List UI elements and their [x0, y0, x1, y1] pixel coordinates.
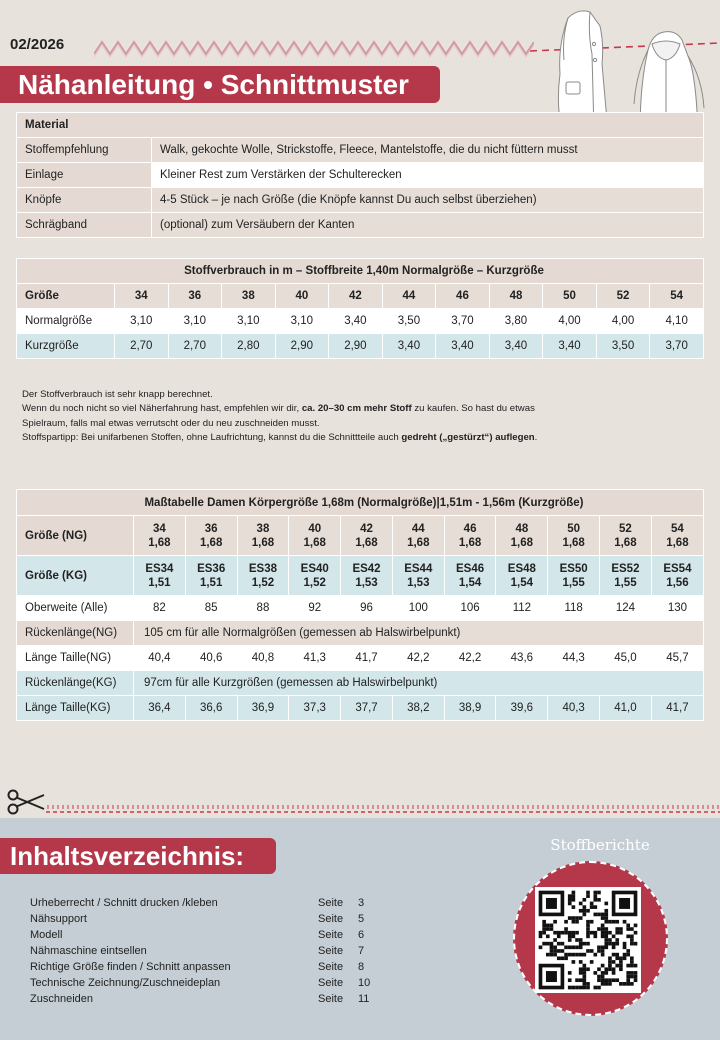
table-row [17, 556, 704, 596]
value-cell: 45,0 [600, 646, 652, 671]
toc-page-number: 10 [358, 977, 371, 989]
material-heading: Material [17, 113, 704, 138]
value-cell: 40,6 [185, 646, 237, 671]
value-cell: 124 [600, 596, 652, 621]
size-cell: ES46 1,54 [444, 556, 496, 596]
value-cell: 40,3 [548, 696, 600, 721]
size-cell: 54 [650, 284, 704, 309]
toc-item[interactable] [30, 927, 380, 943]
size-cell: 42 1,68 [341, 516, 393, 556]
toc-item[interactable] [30, 895, 380, 911]
value-cell: 4,00 [596, 309, 650, 334]
material-value: Kleiner Rest zum Verstärken der Schulterecken [152, 163, 704, 188]
toc-item[interactable] [30, 975, 380, 991]
table-of-contents [30, 895, 380, 1007]
value-cell: 3,40 [382, 334, 436, 359]
material-label: Knöpfe [17, 188, 152, 213]
value-cell: 2,90 [329, 334, 383, 359]
size-cell: 52 [596, 284, 650, 309]
toc-item-title: Zuschneiden [30, 993, 93, 1005]
size-cell: 34 1,68 [134, 516, 186, 556]
toc-item[interactable] [30, 959, 380, 975]
size-cell: 54 1,68 [651, 516, 703, 556]
toc-page-number: 5 [358, 913, 365, 925]
value-cell: 40,4 [134, 646, 186, 671]
toc-item-title: Urheberrecht / Schnitt drucken /kleben [30, 897, 218, 909]
table-row [17, 213, 704, 238]
value-cell: 42,2 [392, 646, 444, 671]
value-cell: 82 [134, 596, 186, 621]
value-cell: 41,0 [600, 696, 652, 721]
page-title: Nähanleitung • Schnittmuster [18, 69, 409, 100]
value-cell: 112 [496, 596, 548, 621]
value-cell: 4,00 [543, 309, 597, 334]
toc-page-number: 3 [358, 897, 365, 909]
value-cell: 36,6 [185, 696, 237, 721]
toc-page-word: Seite [318, 913, 344, 925]
size-cell: ES48 1,54 [496, 556, 548, 596]
table-row [17, 188, 704, 213]
value-cell: 85 [185, 596, 237, 621]
size-cell: 40 1,68 [289, 516, 341, 556]
row-label: Länge Taille(NG) [17, 646, 134, 671]
toc-page-number: 11 [358, 993, 370, 1005]
value-cell: 3,40 [543, 334, 597, 359]
size-cell: 40 [275, 284, 329, 309]
size-cell: ES42 1,53 [341, 556, 393, 596]
material-label: Stoffempfehlung [17, 138, 152, 163]
size-cell: 42 [329, 284, 383, 309]
value-cell: 130 [651, 596, 703, 621]
material-table [16, 112, 704, 238]
row-label: Größe (KG) [17, 556, 134, 596]
stitch-line-decoration [46, 800, 720, 814]
size-cell: ES36 1,51 [185, 556, 237, 596]
size-cell: 52 1,68 [600, 516, 652, 556]
value-cell: 37,7 [341, 696, 393, 721]
size-cell: ES44 1,53 [392, 556, 444, 596]
scissors-icon [6, 788, 46, 816]
value-cell: 4,10 [650, 309, 704, 334]
toc-page-word: Seite [318, 945, 344, 957]
value-cell: 41,7 [651, 696, 703, 721]
value-cell: 3,70 [650, 334, 704, 359]
size-cell: ES38 1,52 [237, 556, 289, 596]
row-label: Normalgröße [17, 309, 115, 334]
row-label: Länge Taille(KG) [17, 696, 134, 721]
toc-page-word: Seite [318, 977, 344, 989]
note-line: Wenn du noch nicht so viel Näherfahrung hast, empfehlen wir dir, ca. 20–30 cm mehr Stoff zu kaufen. So hast du etwas [22, 403, 535, 415]
size-cell: 36 [168, 284, 222, 309]
issue-date: 02/2026 [10, 36, 65, 53]
value-cell: 41,7 [341, 646, 393, 671]
table-row [17, 596, 704, 621]
size-cell: 44 1,68 [392, 516, 444, 556]
row-label: Kurzgröße [17, 334, 115, 359]
value-cell: 3,10 [168, 309, 222, 334]
value-cell: 118 [548, 596, 600, 621]
value-cell: 2,80 [222, 334, 276, 359]
value-cell: 41,3 [289, 646, 341, 671]
size-cell: ES52 1,55 [600, 556, 652, 596]
table-row [17, 334, 704, 359]
material-label: Einlage [17, 163, 152, 188]
size-cell: 48 [489, 284, 543, 309]
size-cell: 38 [222, 284, 276, 309]
size-cell: ES34 1,51 [134, 556, 186, 596]
table-row [17, 696, 704, 721]
value-cell: 3,10 [115, 309, 169, 334]
table-row [17, 516, 704, 556]
toc-item-title: Modell [30, 929, 63, 941]
value-cell: 39,6 [496, 696, 548, 721]
note-line: Spielraum, falls mal etwas verrutscht oder du neu zuschneiden musst. [22, 417, 320, 429]
value-cell: 106 [444, 596, 496, 621]
toc-title: Inhaltsverzeichnis: [10, 841, 245, 871]
row-label: Rückenlänge(KG) [17, 671, 134, 696]
size-cell: 50 [543, 284, 597, 309]
row-label: Oberweite (Alle) [17, 596, 134, 621]
measure-heading: Maßtabelle Damen Körpergröße 1,68m (Normalgröße)|1,51m - 1,56m (Kurzgröße) [17, 490, 704, 516]
value-cell: 3,80 [489, 309, 543, 334]
value-cell: 3,10 [275, 309, 329, 334]
row-label: Rückenlänge(NG) [17, 621, 134, 646]
measurement-table [16, 489, 704, 721]
value-cell: 40,8 [237, 646, 289, 671]
value-cell: 2,90 [275, 334, 329, 359]
note-line: Der Stoffverbrauch ist sehr knapp berechnet. [22, 389, 213, 400]
value-cell: 45,7 [651, 646, 703, 671]
toc-page-number: 6 [358, 929, 365, 941]
value-cell: 3,10 [222, 309, 276, 334]
value-cell: 3,50 [596, 334, 650, 359]
value-cell: 44,3 [548, 646, 600, 671]
size-cell: 46 1,68 [444, 516, 496, 556]
note-line: Stoffspartipp: Bei unifarbenen Stoffen, ohne Laufrichtung, kannst du die Schnittteile auch gedreht („gestürzt“) auflegen. [22, 432, 538, 444]
zigzag-stitch-decoration [94, 38, 534, 58]
size-cell: 46 [436, 284, 490, 309]
table-row [17, 163, 704, 188]
toc-item-title: Technische Zeichnung/Zuschneideplan [30, 977, 221, 989]
fabric-consumption-table [16, 258, 704, 359]
toc-page-word: Seite [318, 961, 344, 973]
value-cell: 42,2 [444, 646, 496, 671]
value-cell: 100 [392, 596, 444, 621]
back-length-ng: 105 cm für alle Normalgrößen (gemessen ab Halswirbelpunkt) [134, 621, 704, 646]
size-cell: 34 [115, 284, 169, 309]
value-cell: 43,6 [496, 646, 548, 671]
value-cell: 88 [237, 596, 289, 621]
value-cell: 3,40 [329, 309, 383, 334]
table-row [17, 309, 704, 334]
value-cell: 2,70 [168, 334, 222, 359]
size-cell: 44 [382, 284, 436, 309]
title-banner [0, 66, 440, 103]
value-cell: 2,70 [115, 334, 169, 359]
toc-page-word: Seite [318, 929, 344, 941]
material-value: 4-5 Stück – je nach Größe (die Knöpfe kannst Du auch selbst überziehen) [152, 188, 704, 213]
value-cell: 38,9 [444, 696, 496, 721]
size-cell: ES54 1,56 [651, 556, 703, 596]
toc-item[interactable] [30, 911, 380, 927]
size-label: Größe [17, 284, 115, 309]
table-row [17, 646, 704, 671]
table-row [17, 284, 704, 309]
fabric-note [22, 388, 662, 446]
material-label: Schrägband [17, 213, 152, 238]
toc-page-word: Seite [318, 897, 344, 909]
size-cell: ES40 1,52 [289, 556, 341, 596]
material-value: Walk, gekochte Wolle, Strickstoffe, Fleece, Mantelstoffe, die du nicht füttern musst [152, 138, 704, 163]
size-cell: 36 1,68 [185, 516, 237, 556]
value-cell: 3,50 [382, 309, 436, 334]
toc-page-number: 8 [358, 961, 365, 973]
toc-item[interactable] [30, 943, 380, 959]
value-cell: 3,70 [436, 309, 490, 334]
size-cell: 48 1,68 [496, 516, 548, 556]
value-cell: 3,40 [436, 334, 490, 359]
toc-item-title: Richtige Größe finden / Schnitt anpassen [30, 961, 231, 973]
value-cell: 92 [289, 596, 341, 621]
value-cell: 3,40 [489, 334, 543, 359]
toc-item-title: Nähmaschine eintsellen [30, 945, 147, 957]
value-cell: 37,3 [289, 696, 341, 721]
toc-page-word: Seite [318, 993, 344, 1005]
row-label: Größe (NG) [17, 516, 134, 556]
qr-title: Stoffberichte [550, 836, 650, 854]
qr-code-icon[interactable] [535, 887, 641, 993]
value-cell: 38,2 [392, 696, 444, 721]
toc-page-number: 7 [358, 945, 365, 957]
size-cell: ES50 1,55 [548, 556, 600, 596]
size-cell: 38 1,68 [237, 516, 289, 556]
fabric-heading: Stoffverbrauch in m – Stoffbreite 1,40m Normalgröße – Kurzgröße [17, 259, 704, 284]
table-row [17, 671, 704, 696]
table-row [17, 138, 704, 163]
toc-item-title: Nähsupport [30, 913, 87, 925]
table-row [17, 621, 704, 646]
back-length-kg: 97cm für alle Kurzgrößen (gemessen ab Halswirbelpunkt) [134, 671, 704, 696]
toc-banner [0, 838, 276, 874]
size-cell: 50 1,68 [548, 516, 600, 556]
toc-item[interactable] [30, 991, 380, 1007]
value-cell: 96 [341, 596, 393, 621]
material-value: (optional) zum Versäubern der Kanten [152, 213, 704, 238]
value-cell: 36,4 [134, 696, 186, 721]
value-cell: 36,9 [237, 696, 289, 721]
